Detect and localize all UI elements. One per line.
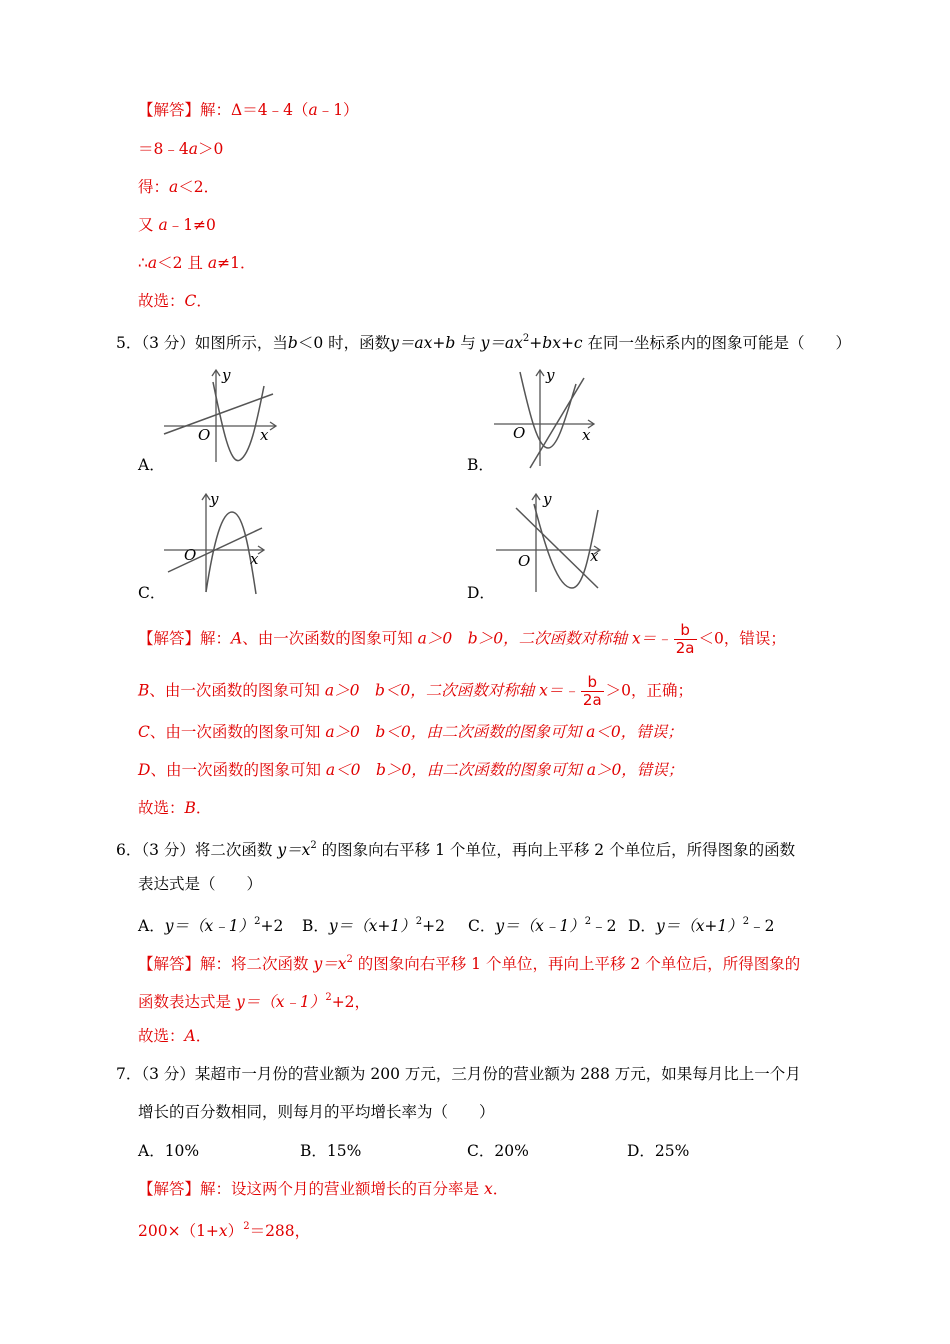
q6-solution-line-1 (138, 950, 800, 974)
q7-stem-line-2: 增长的百分数相同，则每月的平均增长率为（ ） (138, 1103, 495, 1121)
variable: a (188, 140, 198, 158)
fraction (674, 622, 697, 657)
formula: y＝（x+1） (655, 917, 743, 935)
exponent: 2 (310, 840, 317, 851)
solution-text: 、由一次函数的图象可知 (242, 629, 418, 648)
answer-label: 故选： (138, 1027, 185, 1045)
q6-stem-line-2: 表达式是（ ） (138, 875, 263, 893)
numerator: b (674, 622, 697, 640)
solution-text: 解：将二次函数 (200, 955, 314, 973)
numerator: b (581, 674, 604, 692)
question-number: 5． (116, 334, 142, 352)
q6-answer (138, 1026, 211, 1046)
option-letter: C． (468, 917, 496, 935)
option-d[interactable] (628, 912, 775, 936)
q5-stem (116, 329, 851, 353)
q7-solution-line-2 (138, 1217, 310, 1241)
parabola-graph (534, 504, 598, 588)
answer-label: 故选： (138, 799, 185, 817)
answer-choice: A (184, 1027, 196, 1045)
variable: a (207, 254, 218, 272)
solution-text: ＜2 且 (157, 254, 208, 272)
condition: b＞0，二次函数对称轴 (467, 629, 632, 648)
solution-tag: 【解答】 (138, 1180, 201, 1198)
equation: 200×（1+ (138, 1222, 219, 1240)
q4-solution-line-4 (138, 215, 216, 235)
fraction (581, 674, 604, 709)
solution-text: 的图象向右平移 1 个单位，再向上平移 2 个单位后，所得图象的 (352, 955, 801, 973)
formula: y＝x (313, 955, 347, 973)
solution-text: ＞0 (197, 140, 224, 158)
graph-c-label: C． (138, 584, 166, 602)
q5-solution-d (138, 760, 683, 780)
x-axis-label: x (250, 550, 259, 568)
formula: +2， (331, 993, 371, 1011)
formula: +2 (422, 917, 445, 935)
formula: +2 (260, 917, 284, 935)
option-b[interactable] (302, 912, 468, 936)
formula: +bx+c (529, 334, 583, 352)
condition: a＞0，错误； (586, 761, 684, 779)
solution-text: 、由一次函数的图象可知 (149, 723, 326, 741)
q7-stem-line-1 (116, 1064, 801, 1084)
option-letter: D (138, 761, 151, 779)
question-number: 7． (116, 1065, 142, 1083)
solution-text: 得： (138, 178, 170, 196)
solution-text: ﹣1≠0 (167, 216, 216, 234)
question-text: （3 分）如图所示，当 (141, 334, 288, 352)
q4-solution-line-2 (138, 139, 223, 159)
q5-solution-c (138, 722, 683, 742)
condition: b＞0，由二次函数的图象可知 (375, 761, 587, 779)
option-letter: D． (628, 917, 656, 935)
solution-text: 、由一次函数的图象可知 (149, 681, 325, 700)
option-letter: B (138, 681, 150, 700)
formula: y＝（x﹣1） (235, 993, 326, 1011)
formula: x＝﹣ (539, 681, 579, 700)
option-b[interactable]: B．15% (300, 1142, 362, 1160)
exponent: 2 (346, 954, 353, 965)
denominator: 2a (582, 691, 602, 709)
variable: x (218, 1222, 228, 1240)
condition: a＞0 (325, 723, 376, 741)
formula: y＝ax (480, 334, 523, 352)
solution-text: ＞0，正确； (605, 681, 694, 700)
graph-d-label: D． (467, 584, 495, 602)
question-text: 的图象向右平移 1 个单位，再向上平移 2 个单位后，所得图象的函数 (316, 841, 796, 859)
x-axis-label: x (260, 426, 269, 444)
answer-punct: ． (196, 292, 212, 310)
question-text: 与 (455, 334, 481, 352)
option-c[interactable]: C．20% (467, 1142, 529, 1160)
y-axis-label: y (210, 490, 219, 508)
option-letter: A (231, 629, 243, 648)
solution-text: ＝8﹣4 (138, 140, 189, 158)
answer-punct: ． (195, 1027, 212, 1045)
origin-label: O (513, 424, 526, 442)
solution-text: ＜2． (178, 178, 220, 196)
condition: a＞0 (324, 681, 375, 700)
q5-answer (138, 798, 211, 818)
question-text: ＜0 时，函数 (297, 334, 391, 352)
question-text: （3 分）将二次函数 (141, 841, 278, 859)
answer-label: 故选： (138, 292, 185, 310)
exponent: 2 (522, 333, 530, 344)
solution-text: 又 (138, 216, 159, 234)
formula: y＝（x﹣1） (495, 917, 585, 935)
q6-options (138, 912, 775, 936)
condition: a＜0 (325, 761, 376, 779)
variable: b (287, 334, 298, 352)
exponent: 2 (584, 916, 592, 927)
q5-solution-b (138, 674, 693, 709)
condition: b＜0，由二次函数的图象可知 (375, 723, 587, 741)
formula: y＝ax+b (390, 334, 456, 352)
variable: a (158, 216, 168, 234)
q7-solution-line-1 (138, 1179, 508, 1199)
solution-text: ﹣1） (317, 101, 359, 119)
q4-solution-line-5 (138, 253, 255, 273)
equation: ） (227, 1222, 244, 1240)
y-axis-label: y (543, 490, 552, 508)
option-a[interactable] (138, 912, 302, 936)
variable: a (147, 254, 158, 272)
solution-text: ． (492, 1180, 509, 1198)
graph-a-label: A． (138, 456, 165, 474)
q4-solution-line-1 (138, 100, 359, 120)
option-letter: A． (138, 917, 165, 935)
origin-label: O (184, 546, 197, 564)
formula: y＝x (277, 841, 311, 859)
q6-stem-line-1 (116, 836, 795, 860)
solution-text: 、由一次函数的图象可知 (150, 761, 326, 779)
q5-solution-a (138, 622, 786, 657)
q4-answer (138, 291, 212, 311)
graph-a (160, 366, 280, 466)
exponent: 2 (742, 916, 750, 927)
graph-b-label: B． (467, 456, 494, 474)
formula: x＝﹣ (632, 629, 672, 648)
question-text: （3 分）某超市一月份的营业额为 200 万元，三月份的营业额为 288 万元，如果每月比上一个月 (141, 1065, 801, 1083)
origin-label: O (518, 552, 531, 570)
solution-tag: 【解答】 (138, 955, 201, 973)
exponent: 2 (415, 916, 423, 927)
exponent: 2 (325, 992, 332, 1003)
solution-tag: 【解答】 (138, 101, 201, 119)
option-letter: B． (302, 917, 329, 935)
q7-options (138, 1141, 689, 1161)
solution-text: 解： (200, 629, 232, 648)
solution-text: ∴ (138, 254, 148, 272)
solution-text: ＜0，错误； (698, 629, 786, 648)
denominator: 2a (675, 639, 695, 657)
line-graph (164, 394, 273, 434)
x-axis-label: x (590, 547, 599, 565)
exponent: 2 (254, 916, 261, 927)
answer-punct: ． (195, 799, 212, 817)
origin-label: O (198, 426, 211, 444)
parabola-graph (206, 512, 259, 594)
solution-text: 解：设这两个月的营业额增长的百分率是 (200, 1180, 484, 1198)
option-d[interactable]: D．25% (627, 1142, 690, 1160)
option-a[interactable]: A．10% (138, 1142, 200, 1160)
variable: a (308, 101, 318, 119)
answer-choice: B (184, 799, 196, 817)
equation: ＝288， (249, 1222, 311, 1240)
solution-text: 解：Δ＝4﹣4（ (200, 101, 309, 119)
option-letter: C (138, 723, 150, 741)
formula: ﹣2 (591, 917, 617, 935)
graph-b (490, 366, 600, 472)
answer-choice: C (184, 292, 197, 310)
y-axis-label: y (222, 366, 231, 384)
line-graph (516, 508, 598, 588)
variable: x (483, 1180, 493, 1198)
question-number: 6． (116, 841, 142, 859)
question-text: 在同一坐标系内的图象可能是（ ） (582, 334, 852, 352)
parabola-graph (213, 382, 264, 461)
solution-text: 函数表达式是 (138, 993, 236, 1011)
condition: b＜0，二次函数对称轴 (374, 681, 540, 700)
condition: a＞0 (417, 629, 468, 648)
formula: y＝（x﹣1） (164, 917, 255, 935)
option-c[interactable] (468, 912, 628, 936)
condition: a＜0，错误； (586, 723, 683, 741)
y-axis-label: y (546, 366, 555, 384)
variable: a (169, 178, 179, 196)
exponent: 2 (243, 1221, 250, 1232)
solution-text: ≠1． (217, 254, 256, 272)
formula: ﹣2 (749, 917, 775, 935)
formula: y＝（x+1） (328, 917, 416, 935)
q6-solution-line-2 (138, 988, 370, 1012)
x-axis-label: x (582, 426, 591, 444)
q4-solution-line-3 (138, 177, 219, 197)
line-graph (530, 378, 584, 468)
solution-tag: 【解答】 (138, 629, 201, 648)
